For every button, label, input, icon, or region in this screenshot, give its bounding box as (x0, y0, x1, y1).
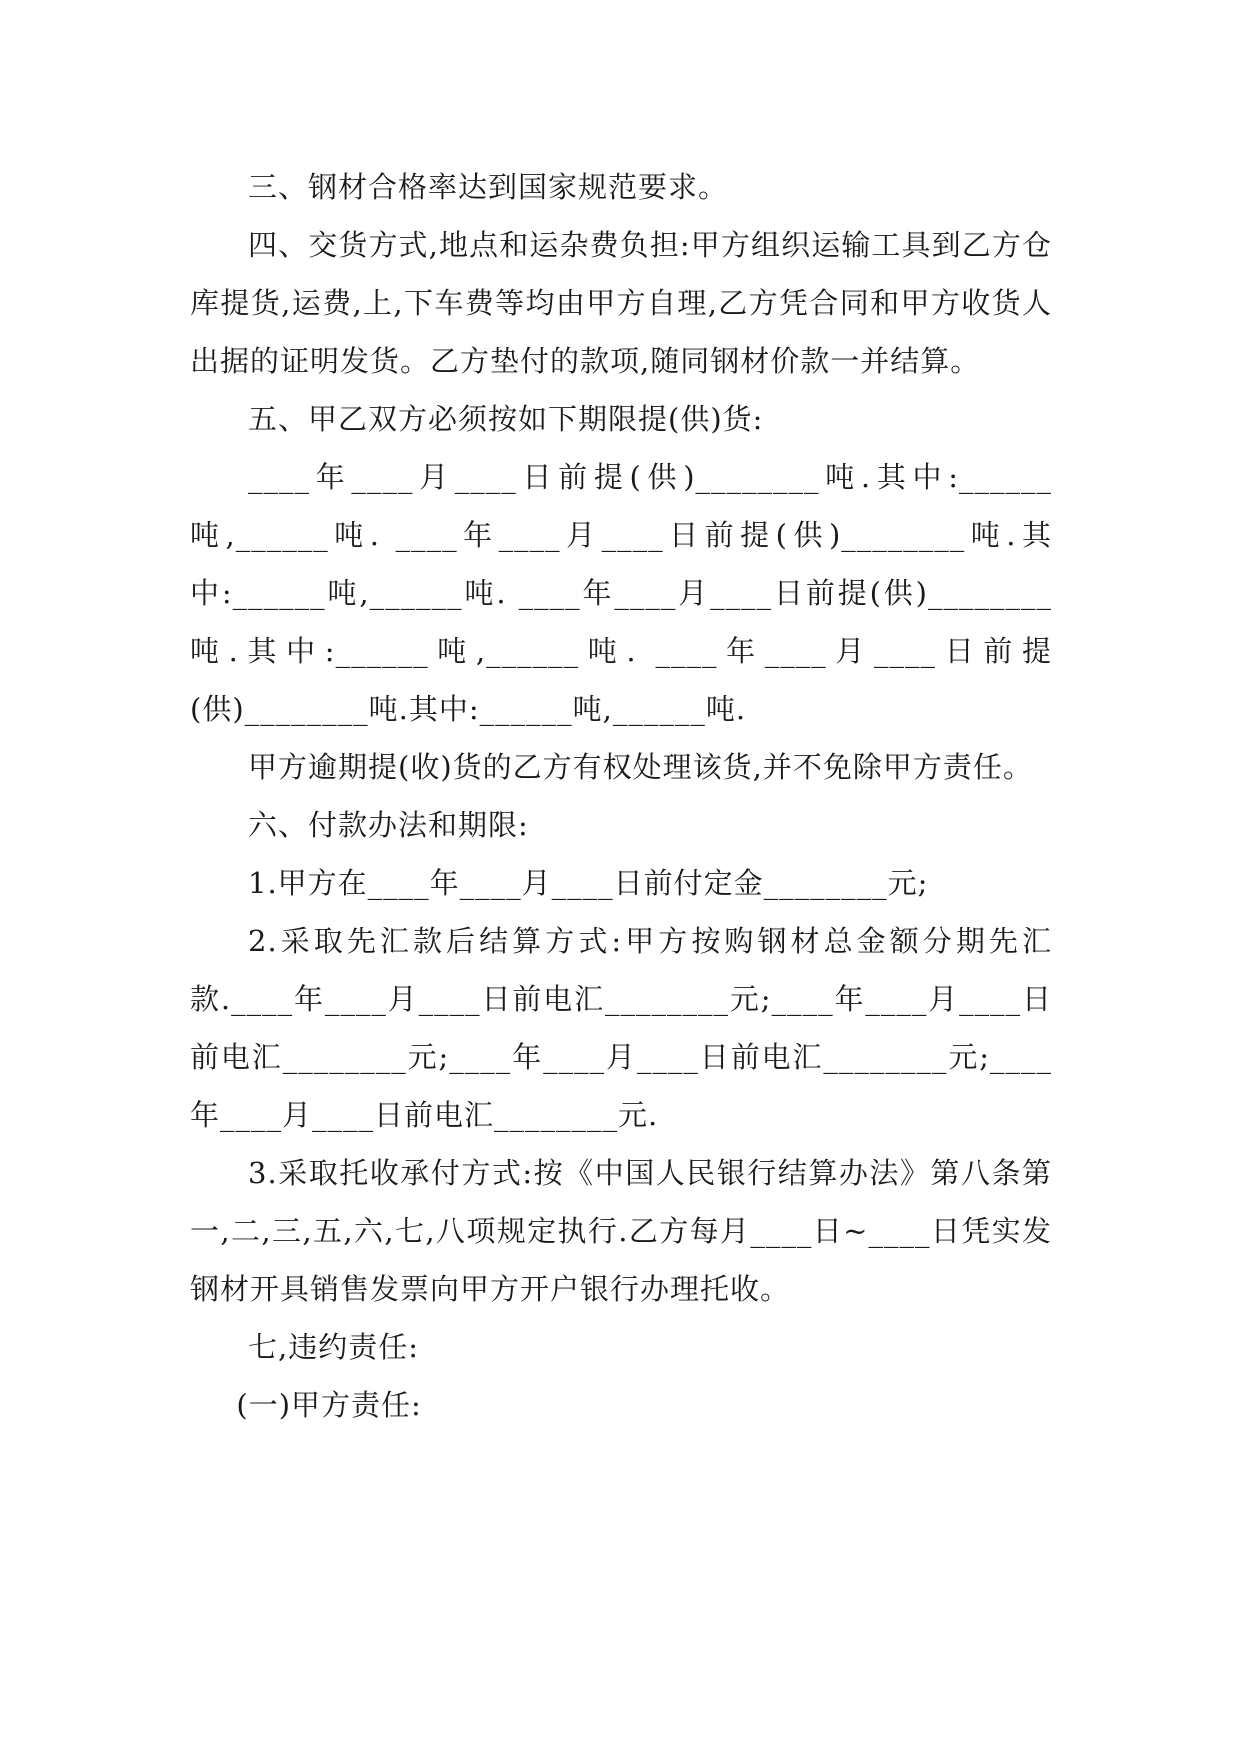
clause-5-delivery-schedule: 五、甲乙双方必须按如下期限提(供)货: (248, 402, 764, 436)
payment-item-2-remittance: 2.采取先汇款后结算方式:甲方按购钢材总金额分期先汇款.____年____月____日前电汇________元;____年____月____日前电汇________元;____年____月____日前电汇________元;____年____月____日前电汇________元. (190, 924, 1052, 1132)
payment-item-1-deposit: 1.甲方在____年____月____日前付定金________元; (248, 866, 929, 900)
clause-6-payment-terms: 六、付款办法和期限: (248, 808, 529, 842)
party-a-liability-heading: (一)甲方责任: (236, 1388, 422, 1422)
clause-3-steel-qualification: 三、钢材合格率达到国家规范要求。 (248, 170, 729, 204)
clause-4-delivery-method: 四、交货方式,地点和运杂费负担:甲方组织运输工具到乙方仓库提货,运费,上,下车费等均由甲方自理,乙方凭合同和甲方收货人出据的证明发货。乙方垫付的款项,随同钢材价款一并结算。 (190, 228, 1052, 378)
payment-item-3-collection: 3.采取托收承付方式:按《中国人民银行结算办法》第八条第一,二,三,五,六,七,八项规定执行.乙方每月____日~____日凭实发钢材开具销售发票向甲方开户银行办理托收。 (190, 1156, 1052, 1306)
clause-7-liability: 七,违约责任: (248, 1330, 419, 1364)
delivery-schedule-blanks: ____年____月____日前提(供)________吨.其中:______吨,______吨. ____年____月____日前提(供)________吨.其中:______吨,______吨. ____年____月____日前提(供)________吨.其中:______吨,______吨. ____年____月____日前提(供)________吨.其中:______吨,______吨. (190, 460, 1052, 726)
document-page (190, 158, 1052, 1434)
late-pickup-note: 甲方逾期提(收)货的乙方有权处理该货,并不免除甲方责任。 (248, 750, 1033, 784)
